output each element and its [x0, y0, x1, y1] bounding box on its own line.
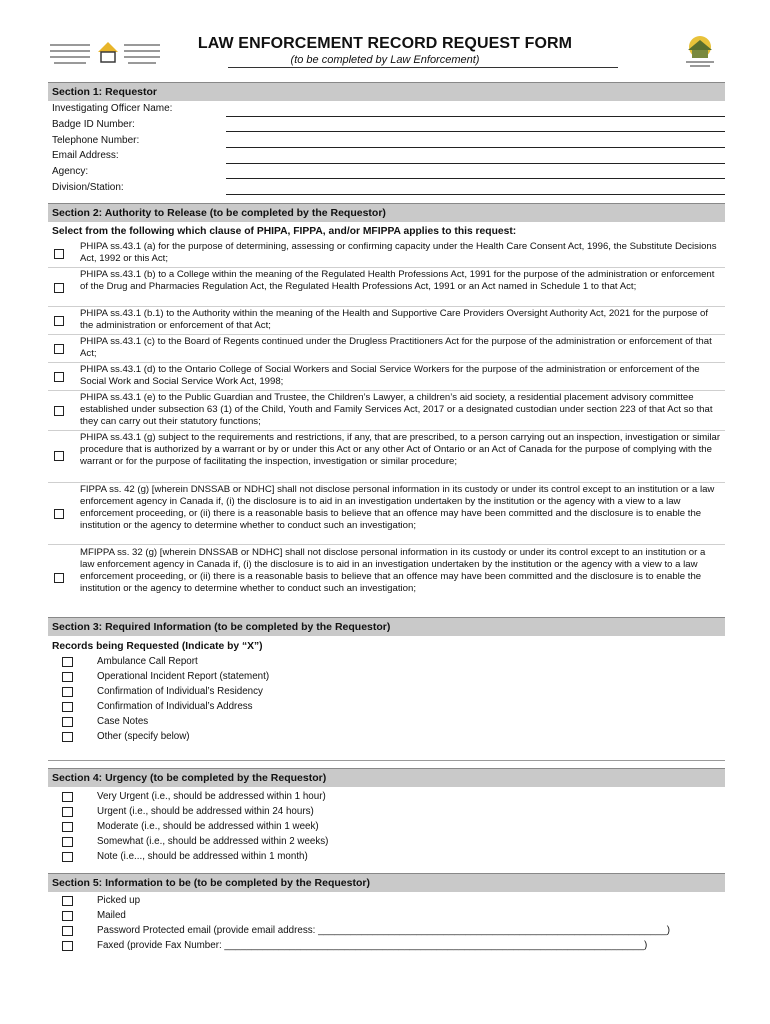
- clause-checkbox[interactable]: [54, 316, 64, 326]
- urgency-option-label: Note (i.e..., should be addressed within 1 month): [97, 851, 308, 862]
- officer-name-label: Investigating Officer Name:: [52, 103, 173, 114]
- clause-checkbox[interactable]: [54, 573, 64, 583]
- clause-phipa-g[interactable]: [48, 431, 725, 483]
- email-label: Email Address:: [52, 150, 119, 161]
- section-2-heading: Section 2: Authority to Release (to be completed by the Requestor): [48, 203, 725, 222]
- record-option-label: Case Notes: [97, 716, 149, 727]
- urgency-option-label: Urgent (i.e., should be addressed within 24 hours): [97, 806, 314, 817]
- record-option-label: Confirmation of Individual’s Residency: [97, 686, 263, 697]
- clause-checkbox[interactable]: [54, 249, 64, 259]
- record-checkbox[interactable]: [62, 717, 73, 727]
- urgency-checkbox[interactable]: [62, 852, 73, 862]
- delivery-option-label: Faxed (provide Fax Number: _____________________________________________________________________________): [97, 940, 648, 951]
- clause-checkbox[interactable]: [54, 283, 64, 293]
- section-1-heading: Section 1: Requestor: [48, 82, 725, 101]
- clause-phipa-b1[interactable]: [48, 307, 725, 335]
- urgency-option-label: Somewhat (i.e., should be addressed within 2 weeks): [97, 836, 329, 847]
- record-checkbox[interactable]: [62, 687, 73, 697]
- urgency-option-label: Moderate (i.e., should be addressed within 1 week): [97, 821, 319, 832]
- clause-phipa-c[interactable]: [48, 335, 725, 363]
- clause-text: FIPPA ss. 42 (g) [wherein DNSSAB or NDHC] shall not disclose personal information in its custody or under its control except to an institution or a law enforcement agency in Canada if, (i) the disclosure is to aid in an investigation undertaken by the institution or the agency with a view to a law enforcement proceeding, or (ii) there is a reasonable basis to believe that an offence may have been committed and the disclosure is to enable the institution or the agency to determine whether to conduct such an investigation;: [80, 484, 715, 531]
- clause-mfippa-32g[interactable]: [48, 545, 725, 611]
- record-option-label: Other (specify below): [97, 731, 190, 742]
- officer-name-field[interactable]: [226, 116, 725, 117]
- badge-id-label: Badge ID Number:: [52, 119, 135, 130]
- clause-checkbox[interactable]: [54, 451, 64, 461]
- form-header: [0, 30, 770, 80]
- clause-text: MFIPPA ss. 32 (g) [wherein DNSSAB or NDHC] shall not disclose personal information in its custody or under its control except to an institution or a law enforcement agency in Canada if, (i) the disclosure is to aid in an investigation undertaken by the institution or the agency with a view to a law enforcement proceeding, or (ii) there is a reasonable basis to believe that an offence may have been committed and the disclosure is to enable the institution or the agency to determine whether to conduct such an investigation;: [80, 547, 706, 594]
- clause-checkbox[interactable]: [54, 344, 64, 354]
- section-3-heading: Section 3: Required Information (to be completed by the Requestor): [48, 617, 725, 636]
- record-checkbox[interactable]: [62, 732, 73, 742]
- header-divider: [228, 67, 618, 68]
- delivery-checkbox[interactable]: [62, 926, 73, 936]
- record-checkbox[interactable]: [62, 657, 73, 667]
- record-option-label: Confirmation of Individual’s Address: [97, 701, 253, 712]
- agency-label: Agency:: [52, 166, 89, 177]
- delivery-option-label: Password Protected email (provide email address: ________________________________________________________________): [97, 925, 671, 936]
- clause-phipa-b[interactable]: [48, 268, 725, 307]
- clause-text: PHIPA ss.43.1 (e) to the Public Guardian and Trustee, the Children’s Lawyer, a children’s aid society, a residential placement advisory committee established under subsection 63 (1) of the Child, Youth and Family Services Act, 2017 or a designated custodian under section 223 of that Act so that they can carry out their statutory functions;: [80, 392, 713, 427]
- clause-fippa-42g[interactable]: [48, 483, 725, 545]
- clause-text: PHIPA ss.43.1 (c) to the Board of Regents continued under the Drugless Practitioners Act for the purpose of the administration or enforcement of that Act;: [80, 336, 712, 359]
- delivery-option-label: Picked up: [97, 895, 141, 906]
- telephone-label: Telephone Number:: [52, 135, 140, 146]
- clause-checkbox[interactable]: [54, 406, 64, 416]
- form-subtitle: (to be completed by Law Enforcement): [290, 54, 480, 66]
- clause-phipa-e[interactable]: [48, 391, 725, 431]
- records-instruction: Records being Requested (Indicate by “X”): [52, 641, 263, 652]
- clause-text: PHIPA ss.43.1 (a) for the purpose of determining, assessing or confirming capacity under the Health Care Consent Act, 1996, the Substitute Decisions Act, 1992 or this Act;: [80, 241, 717, 264]
- record-option-label: Ambulance Call Report: [97, 656, 198, 667]
- urgency-checkbox[interactable]: [62, 822, 73, 832]
- clause-phipa-d[interactable]: [48, 363, 725, 391]
- badge-id-field[interactable]: [226, 131, 725, 132]
- clause-checkbox[interactable]: [54, 509, 64, 519]
- delivery-checkbox[interactable]: [62, 896, 73, 906]
- clause-text: PHIPA ss.43.1 (b.1) to the Authority within the meaning of the Health and Supportive Care Providers Oversight Authority Act, 2021 for the purpose of the administration or enforcement of that Act;: [80, 308, 709, 331]
- clause-phipa-a[interactable]: [48, 240, 725, 268]
- record-option-label: Operational Incident Report (statement): [97, 671, 270, 682]
- agency-field[interactable]: [226, 178, 725, 179]
- section-4-heading: Section 4: Urgency (to be completed by the Requestor): [48, 768, 725, 787]
- clause-text: PHIPA ss.43.1 (d) to the Ontario College of Social Workers and Social Service Workers for the purpose of the administration or enforcement of the Social Work and Social Service Work Act, 1998;: [80, 364, 700, 387]
- clause-checkbox[interactable]: [54, 372, 64, 382]
- email-field[interactable]: [226, 163, 725, 164]
- clause-instruction: Select from the following which clause of PHIPA, FIPPA, and/or MFIPPA applies to this request:: [52, 226, 517, 237]
- delivery-checkbox[interactable]: [62, 911, 73, 921]
- form-title: LAW ENFORCEMENT RECORD REQUEST FORM: [197, 35, 573, 52]
- division-label: Division/Station:: [52, 182, 124, 193]
- other-specify-line[interactable]: [48, 760, 725, 761]
- telephone-field[interactable]: [226, 147, 725, 148]
- urgency-checkbox[interactable]: [62, 837, 73, 847]
- delivery-checkbox[interactable]: [62, 941, 73, 951]
- section-5-heading: Section 5: Information to be (to be completed by the Requestor): [48, 873, 725, 892]
- clause-text: PHIPA ss.43.1 (g) subject to the requirements and restrictions, if any, that are prescribed, to a person carrying out an inspection, investigation or similar procedure that is authorized by a warrant or by or under this Act or any other Act of Ontario or an Act of Canada for the purpose of complying with the warrant or for the purpose of facilitating the inspection, investigation or similar procedure;: [80, 432, 721, 467]
- division-field[interactable]: [226, 194, 725, 195]
- urgency-option-label: Very Urgent (i.e., should be addressed within 1 hour): [97, 791, 326, 802]
- organization-logo-right: [682, 34, 718, 68]
- clause-text: PHIPA ss.43.1 (b) to a College within the meaning of the Regulated Health Professions Act, 1991 for the purpose of the administration or enforcement of the Drug and Pharmacies Regulation Act, the Regulated Health Professions Act, 1991 or an Act named in Schedule 1 to that Act;: [80, 269, 715, 292]
- record-checkbox[interactable]: [62, 672, 73, 682]
- urgency-checkbox[interactable]: [62, 792, 73, 802]
- delivery-option-label: Mailed: [97, 910, 126, 921]
- record-checkbox[interactable]: [62, 702, 73, 712]
- urgency-checkbox[interactable]: [62, 807, 73, 817]
